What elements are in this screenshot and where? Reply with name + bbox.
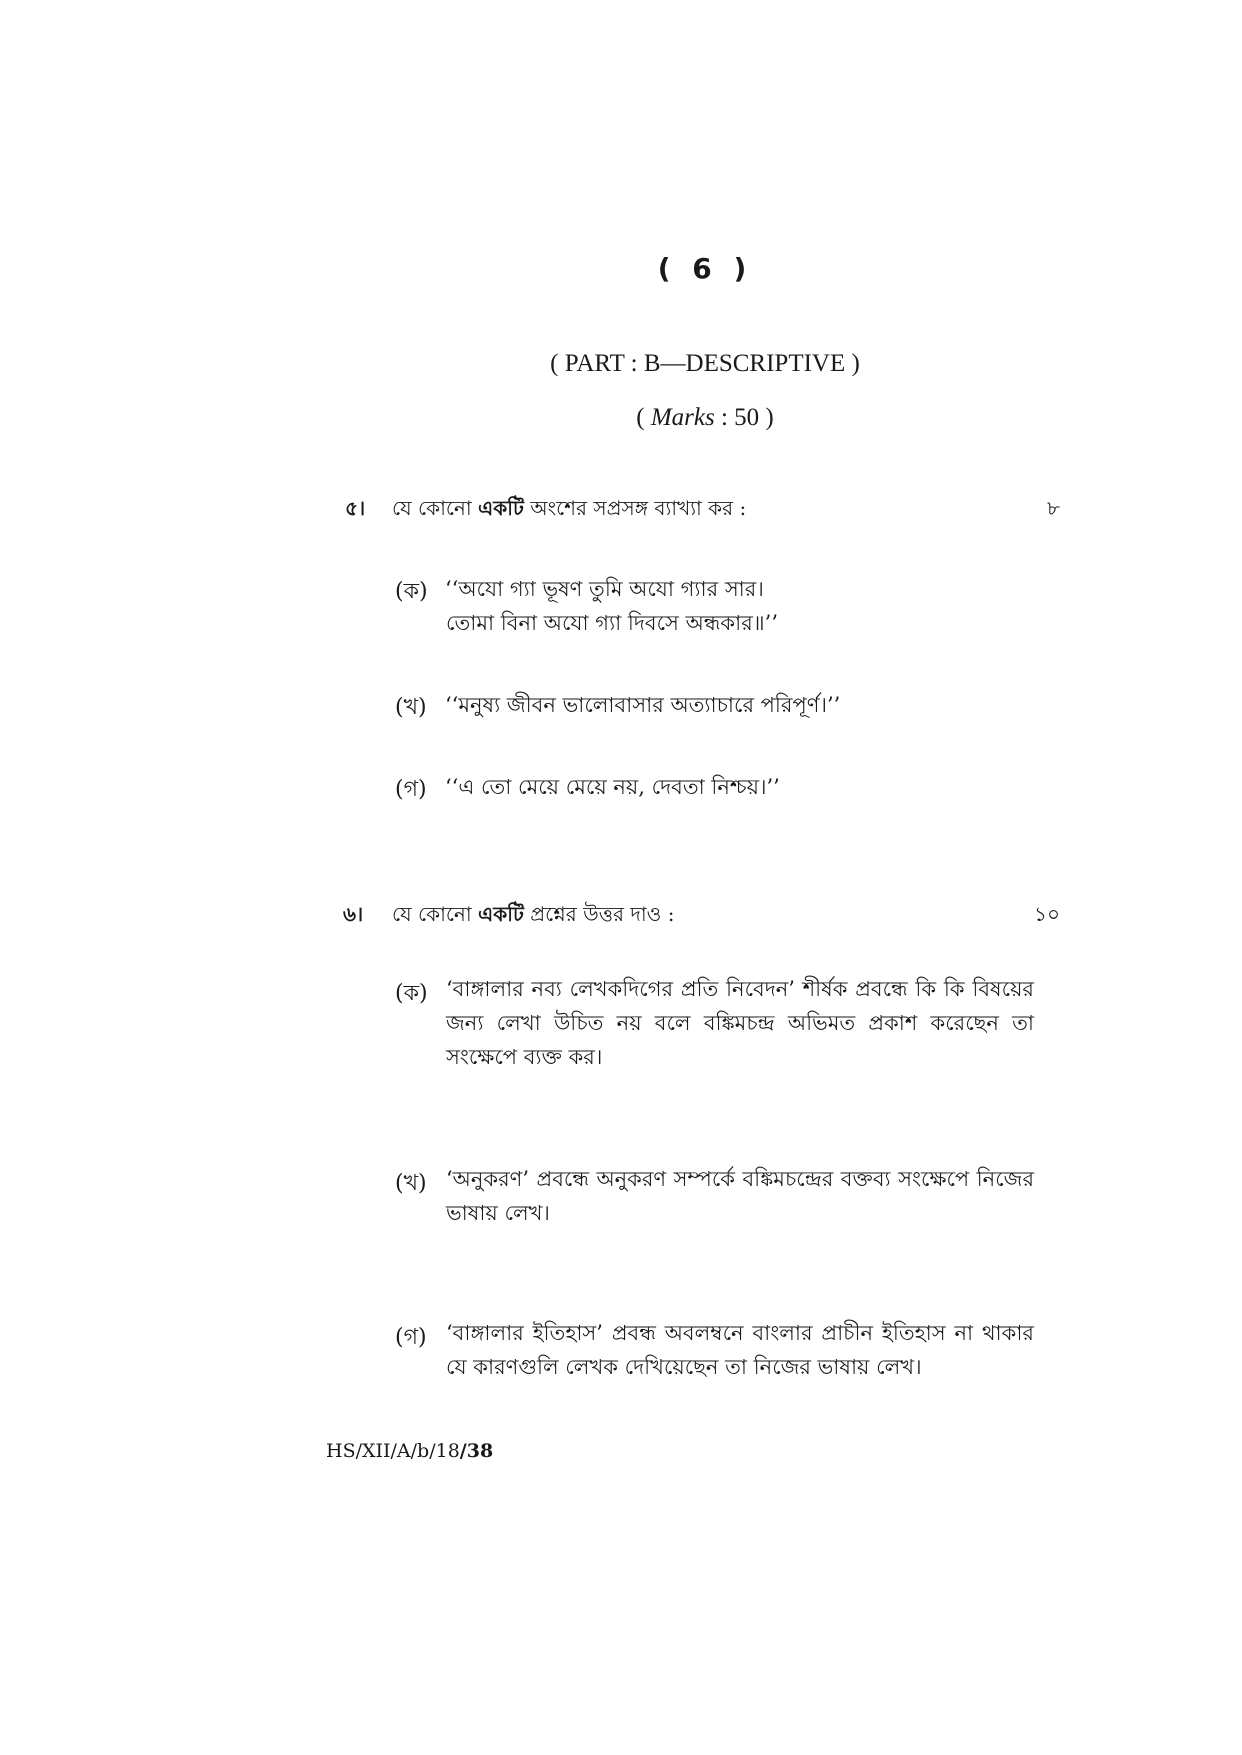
question-6-option-ka-label: (ক) <box>395 981 428 1006</box>
question-6-text-pre: যে কোনো <box>392 902 479 926</box>
question-5-option-ka-line1: ‘‘অযো গ্যা ভূষণ তুমি অযো গ্যার সার। <box>445 577 764 601</box>
question-5-text-pre: যে কোনো <box>392 496 479 520</box>
total-marks <box>0 404 1242 432</box>
question-5-text-post: অংশের সপ্রসঙ্গ ব্যাখ্যা কর : <box>523 496 747 520</box>
question-5-option-ga-line1: ‘‘এ তো মেয়ে মেয়ে নয়, দেবতা নিশ্চয়।’’ <box>445 775 780 799</box>
question-6-option-kha-label: (খ) <box>395 1171 427 1196</box>
question-6-option-kha-text: ‘অনুকরণ’ প্রবন্ধে অনুকরণ সম্পর্কে বঙ্কিমচন্দ্রের বক্তব্য সংক্ষেপে নিজের ভাষায় লেখ। <box>446 1167 1034 1225</box>
paper-code <box>326 1440 493 1462</box>
question-5-option-ka-label: (ক) <box>395 579 428 604</box>
question-5-option-ka-line2: তোমা বিনা অযো গ্যা দিবসে অন্ধকার॥’’ <box>446 611 778 635</box>
question-6-text <box>392 900 675 933</box>
question-5-text-bold: একটি <box>478 496 524 520</box>
question-5-text <box>392 494 746 527</box>
question-6-option-ka-text: ‘বাঙ্গালার নব্য লেখকদিগের প্রতি নিবেদন’ শীর্ষক প্রবন্ধে কি কি বিষয়ের জন্য লেখা উচিত নয় বলে বঙ্কিমচন্দ্র অভিমত প্রকাশ করেছেন তা সংক্ষেপে ব্যক্ত কর। <box>446 977 1034 1069</box>
question-5-option-ga-label: (গ) <box>395 777 427 802</box>
question-6-option-ga-label: (গ) <box>395 1325 427 1350</box>
marks-label: Marks <box>650 404 715 431</box>
question-5-marks: ৮ <box>1047 496 1060 520</box>
question-6-option-ga-text: ‘বাঙ্গালার ইতিহাস’ প্রবন্ধ অবলম্বনে বাংলার প্রাচীন ইতিহাস না থাকার যে কারণগুলি লেখক দেখিয়েছেন তা নিজের ভাষায় লেখ। <box>446 1321 1034 1379</box>
part-title: ( PART : B—DESCRIPTIVE ) <box>550 350 860 377</box>
question-5-option-kha-label: (খ) <box>395 695 427 720</box>
question-5-option-kha-line1: ‘‘মনুষ্য জীবন ভালোবাসার অত্যাচারে পরিপূর্ণ।’’ <box>445 693 841 717</box>
question-6-marks: ১০ <box>1034 902 1060 926</box>
paper-code-prefix: HS/XII/A/b/18 <box>326 1440 460 1462</box>
page-number: ( 6 ) <box>657 252 753 285</box>
question-6-number: ৬। <box>343 902 364 926</box>
question-6-text-bold: একটি <box>478 902 524 926</box>
marks-value: : 50 <box>720 404 760 431</box>
marks-close: ) <box>765 404 774 431</box>
paper-code-suffix: /38 <box>459 1440 494 1462</box>
marks-open: ( <box>636 404 645 431</box>
question-6-text-post: প্রশ্নের উত্তর দাও : <box>523 902 675 926</box>
question-5-number: ৫। <box>345 496 366 520</box>
